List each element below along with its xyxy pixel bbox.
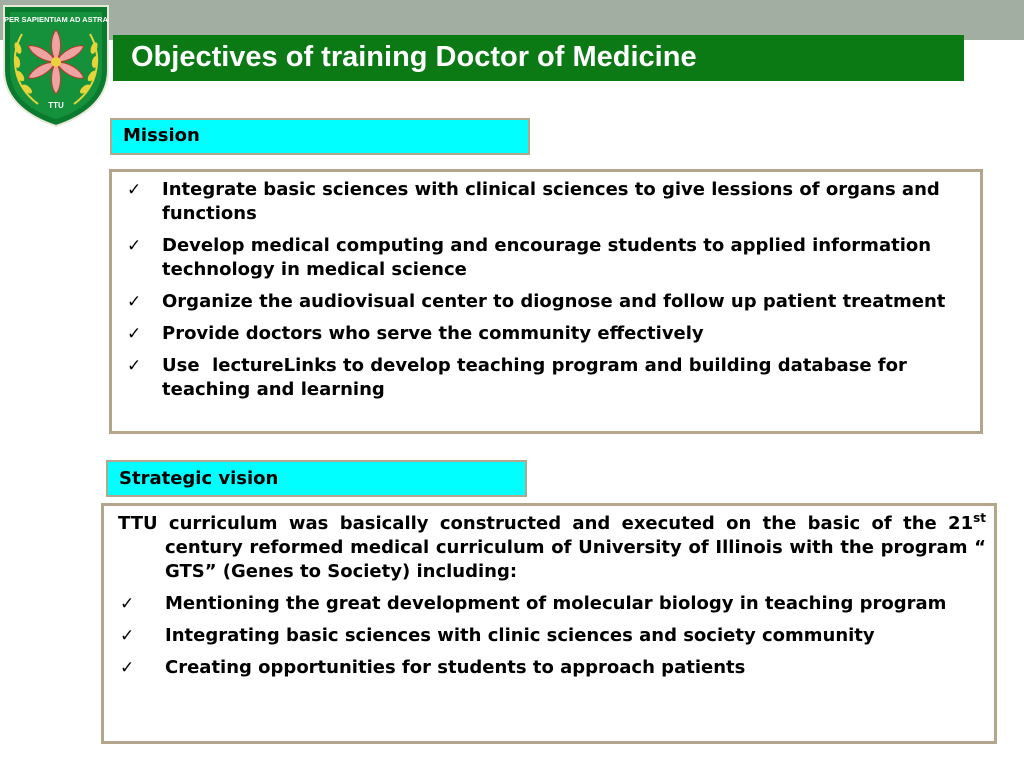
mission-box bbox=[109, 169, 983, 434]
mission-item: ✓ Integrate basic sciences with clinical sciences to give lessions of organs and functions bbox=[127, 179, 940, 224]
flower-crest-icon bbox=[0, 0, 112, 128]
svg-text:TTU: TTU bbox=[48, 101, 64, 110]
checkmark-icon: ✓ bbox=[127, 180, 142, 200]
top-strip bbox=[0, 0, 1024, 40]
title-bar bbox=[113, 35, 964, 81]
vision-intro: TTU curriculum was basically constructed and executed on the basic of the 21st century reformed medical curriculum of University of Illinois with the program “ GTS” (Genes to Society) including: bbox=[118, 511, 986, 582]
mission-list bbox=[127, 178, 972, 410]
mission-item: ✓ Develop medical computing and encourage students to applied information technology in medical science bbox=[127, 235, 932, 280]
university-logo bbox=[0, 0, 112, 128]
vision-item: ✓ Creating opportunities for students to approach patients bbox=[120, 657, 746, 678]
mission-item: ✓ Organize the audiovisual center to diognose and follow up patient treatment bbox=[127, 291, 946, 312]
mission-item: ✓ Provide doctors who serve the community effectively bbox=[127, 323, 704, 344]
mission-label: Mission bbox=[110, 118, 530, 155]
checkmark-icon: ✓ bbox=[127, 292, 142, 312]
checkmark-icon: ✓ bbox=[120, 594, 135, 614]
vision-item: ✓ Integrating basic sciences with clinic sciences and society community bbox=[120, 625, 875, 646]
vision-item: ✓ Mentioning the great development of molecular biology in teaching program bbox=[120, 593, 947, 614]
checkmark-icon: ✓ bbox=[127, 324, 142, 344]
page-title: Objectives of training Doctor of Medicine bbox=[131, 41, 697, 73]
svg-text:PER SAPIENTIAM AD ASTRA: PER SAPIENTIAM AD ASTRA bbox=[3, 15, 109, 24]
vision-list bbox=[118, 592, 986, 680]
checkmark-icon: ✓ bbox=[120, 626, 135, 646]
strategic-vision-label: Strategic vision bbox=[106, 460, 527, 497]
checkmark-icon: ✓ bbox=[127, 236, 142, 256]
strategic-vision-box bbox=[101, 503, 997, 744]
checkmark-icon: ✓ bbox=[127, 356, 142, 376]
mission-item: ✓ Use lectureLinks to develop teaching program and building database for teaching and learning bbox=[127, 355, 914, 400]
checkmark-icon: ✓ bbox=[120, 658, 135, 678]
